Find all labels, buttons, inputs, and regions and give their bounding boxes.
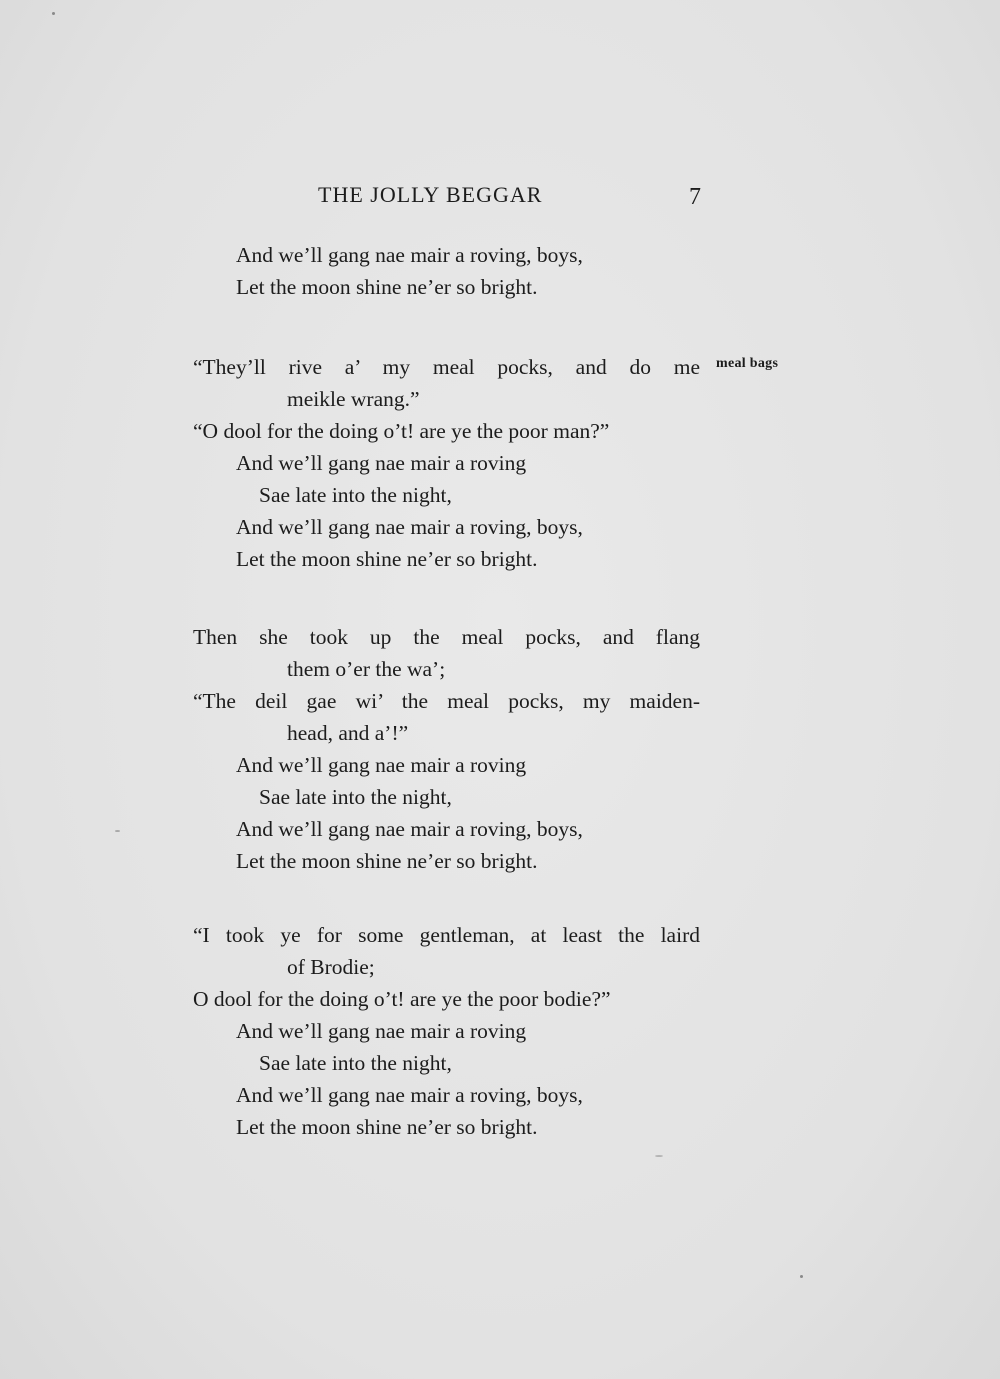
margin-gloss: meal bags: [716, 356, 779, 371]
paper-speck: [115, 830, 120, 832]
verse-line: And we’ll gang nae mair a roving, boys,: [236, 817, 583, 841]
verse-line: Let the moon shine ne’er so bright.: [236, 1115, 538, 1139]
verse-line: “They’ll rive a’ my meal pocks, and do me: [193, 355, 700, 379]
verse-line: And we’ll gang nae mair a roving, boys,: [236, 243, 583, 267]
verse-line: Then she took up the meal pocks, and flang: [193, 625, 700, 649]
paper-speck: [800, 1275, 803, 1278]
verse-line: Let the moon shine ne’er so bright.: [236, 275, 538, 299]
verse-line: Sae late into the night,: [259, 785, 452, 809]
verse-line: of Brodie;: [287, 955, 375, 979]
verse-line: Let the moon shine ne’er so bright.: [236, 849, 538, 873]
verse-line: And we’ll gang nae mair a roving: [236, 753, 527, 777]
verse-line: Sae late into the night,: [259, 483, 452, 507]
verse-line: “I took ye for some gentleman, at least the laird: [193, 923, 700, 947]
verse-line: O dool for the doing o’t! are ye the poor bodie?”: [193, 987, 611, 1011]
paper-speck: [52, 12, 55, 15]
verse-line: Let the moon shine ne’er so bright.: [236, 547, 538, 571]
verse-line: And we’ll gang nae mair a roving, boys,: [236, 1083, 583, 1107]
page-header: [318, 182, 702, 214]
page-number: 7: [689, 184, 702, 210]
verse-line: “The deil gae wi’ the meal pocks, my maiden-: [193, 689, 700, 713]
paper-speck: [655, 1155, 663, 1157]
verse-line: them o’er the wa’;: [287, 657, 446, 681]
verse-line: Sae late into the night,: [259, 1051, 452, 1075]
verse-line: head, and a’!”: [287, 721, 409, 745]
verse-line: And we’ll gang nae mair a roving: [236, 1019, 527, 1043]
running-title: THE JOLLY BEGGAR: [318, 182, 543, 207]
verse-line: And we’ll gang nae mair a roving, boys,: [236, 515, 583, 539]
verse-line: meikle wrang.”: [287, 387, 420, 411]
verse-line: And we’ll gang nae mair a roving: [236, 451, 527, 475]
verse-line: “O dool for the doing o’t! are ye the poor man?”: [193, 419, 610, 443]
